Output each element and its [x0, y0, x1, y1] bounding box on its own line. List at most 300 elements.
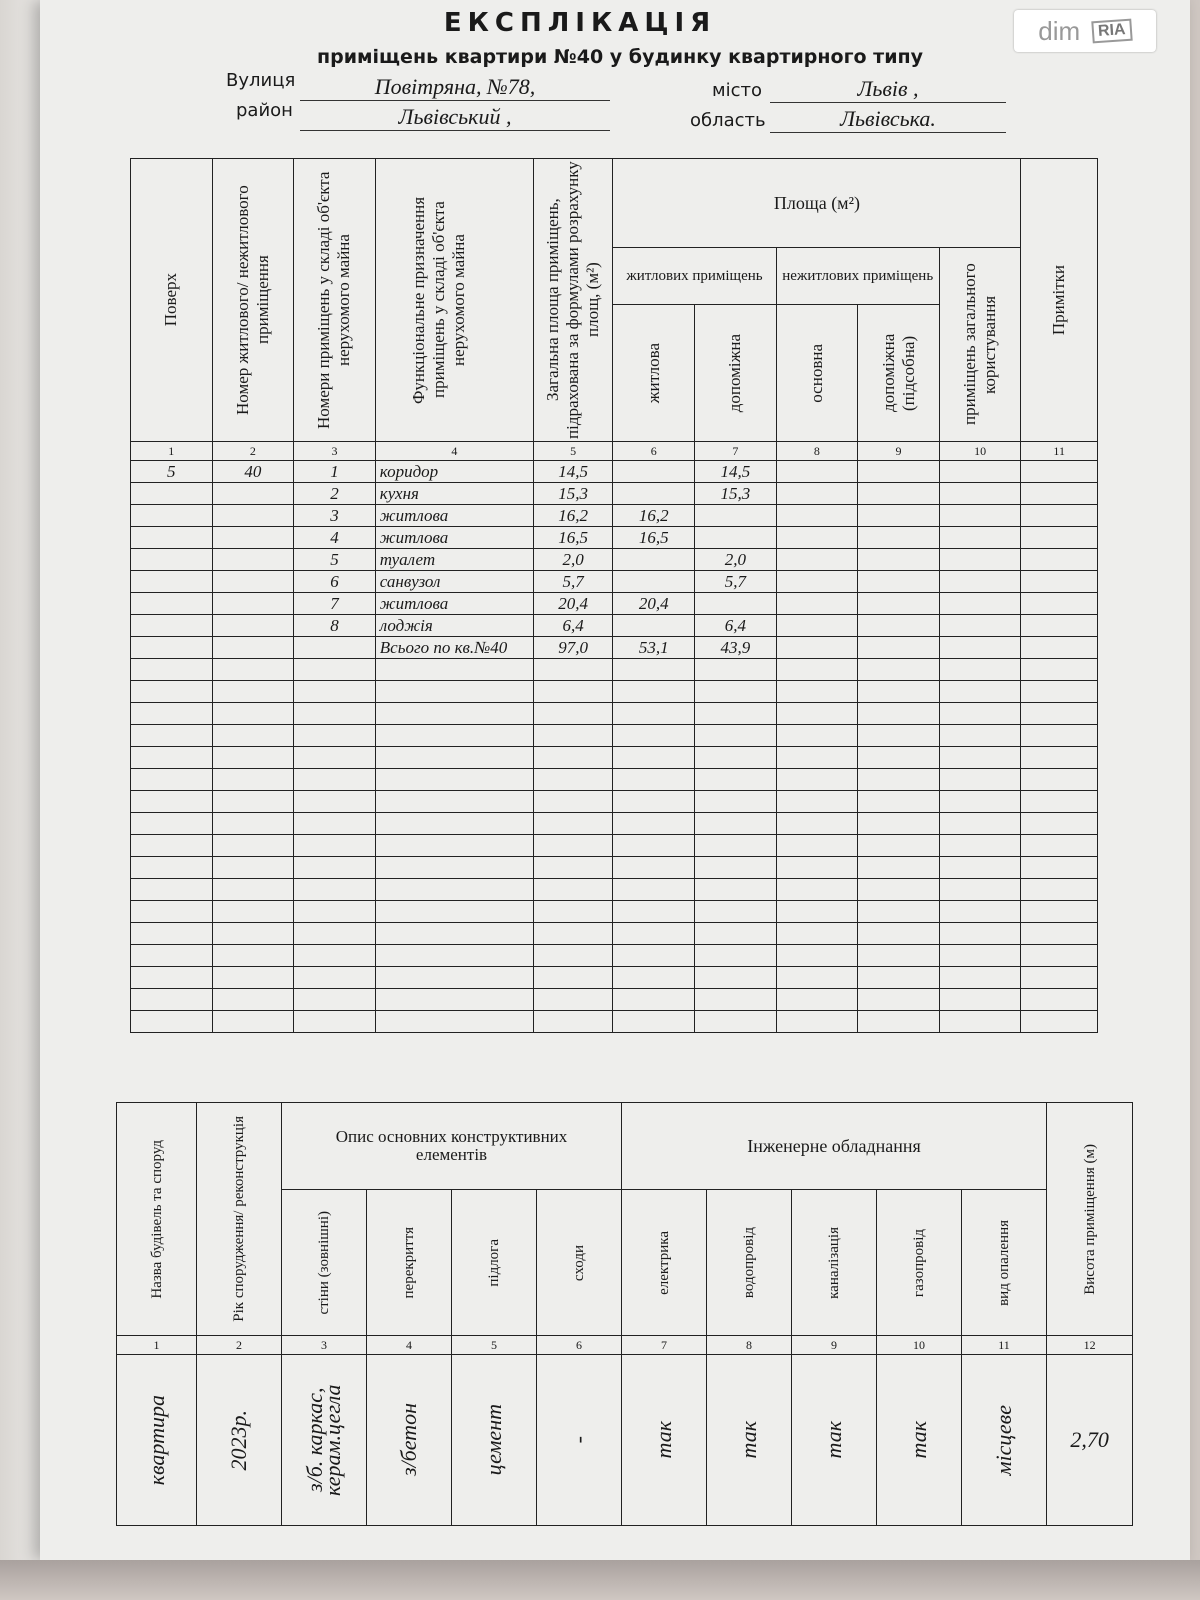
cell-empty	[939, 747, 1021, 769]
cell-empty	[858, 549, 940, 571]
empty-row	[131, 989, 1098, 1011]
cell-total: 20,4	[533, 593, 613, 615]
cell-empty	[533, 659, 613, 681]
header-common-use: приміщень загального користування	[960, 263, 1000, 426]
cell-premise	[212, 505, 294, 527]
col-number: 7	[622, 1336, 707, 1355]
cell-empty	[294, 1011, 376, 1033]
cell-empty	[613, 923, 695, 945]
logo-dim: dim	[1038, 15, 1081, 46]
cell-empty	[939, 835, 1021, 857]
col-number: 1	[117, 1336, 197, 1355]
cell-empty	[212, 945, 294, 967]
cell-empty	[212, 791, 294, 813]
logo-ria: RIA	[1091, 19, 1132, 44]
cell-empty	[776, 967, 858, 989]
value-sewer: так	[821, 1421, 847, 1459]
cell-empty	[533, 681, 613, 703]
cell-empty	[939, 725, 1021, 747]
cell-empty	[776, 483, 858, 505]
cell-func: житлова	[375, 527, 533, 549]
cell-empty	[1021, 989, 1098, 1011]
region-value: Львівська.	[770, 106, 1006, 133]
table-row	[131, 593, 1098, 615]
cell-empty	[131, 813, 213, 835]
cell-empty	[939, 549, 1021, 571]
cell-empty	[1021, 505, 1098, 527]
empty-row	[131, 835, 1098, 857]
cell-total: 97,0	[533, 637, 613, 659]
cell-empty	[533, 747, 613, 769]
cell-floor	[131, 593, 213, 615]
cell-empty	[294, 703, 376, 725]
cell-premise	[212, 637, 294, 659]
cell-empty	[939, 461, 1021, 483]
cell-floor	[131, 549, 213, 571]
cell-premise	[212, 593, 294, 615]
cell-empty	[858, 967, 940, 989]
cell-empty	[776, 703, 858, 725]
cell-empty	[375, 659, 533, 681]
header-gas: газопровід	[911, 1228, 928, 1297]
cell-empty	[131, 923, 213, 945]
col-number: 11	[1021, 442, 1098, 461]
empty-row	[131, 659, 1098, 681]
cell-total: 5,7	[533, 571, 613, 593]
cell-empty	[695, 813, 777, 835]
col-number: 3	[282, 1336, 367, 1355]
cell-empty	[695, 901, 777, 923]
cell-empty	[613, 879, 695, 901]
header-construct-group: Опис основних конструктивних елементів	[282, 1103, 622, 1190]
cell-empty	[939, 703, 1021, 725]
cell-empty	[858, 505, 940, 527]
cell-empty	[1021, 857, 1098, 879]
header-sewer: каналізація	[826, 1226, 843, 1299]
col-number: 9	[858, 442, 940, 461]
value-heating: місцеве	[991, 1404, 1017, 1476]
cell-empty	[375, 725, 533, 747]
cell-living	[613, 549, 695, 571]
header-notes: Примітки	[1049, 264, 1069, 336]
header-nonresidential-group: нежитлових приміщень	[776, 248, 939, 305]
cell-empty	[375, 857, 533, 879]
col-number: 4	[367, 1336, 452, 1355]
cell-empty	[375, 989, 533, 1011]
cell-empty	[533, 791, 613, 813]
cell-empty	[858, 769, 940, 791]
cell-empty	[294, 835, 376, 857]
cell-empty	[858, 593, 940, 615]
cell-empty	[613, 835, 695, 857]
col-number: 3	[294, 442, 376, 461]
construction-table	[116, 1102, 1133, 1526]
cell-empty	[858, 879, 940, 901]
document-title: ЕКСПЛІКАЦІЯ	[443, 8, 717, 38]
cell-empty	[776, 461, 858, 483]
cell-empty	[294, 857, 376, 879]
cell-empty	[212, 923, 294, 945]
table-row	[131, 461, 1098, 483]
cell-empty	[1021, 923, 1098, 945]
cell-empty	[776, 945, 858, 967]
header-premise-no: Номер житлового/ нежитлового приміщення	[232, 185, 272, 415]
cell-premise	[212, 549, 294, 571]
cell-empty	[294, 813, 376, 835]
header-living: житлова	[643, 342, 663, 404]
header-floors: перекриття	[401, 1226, 417, 1299]
cell-empty	[695, 769, 777, 791]
cell-no: 2	[294, 483, 376, 505]
cell-empty	[1021, 527, 1098, 549]
cell-empty	[858, 901, 940, 923]
empty-row	[131, 923, 1098, 945]
cell-empty	[212, 703, 294, 725]
cell-living	[613, 615, 695, 637]
cell-premise: 40	[212, 461, 294, 483]
cell-empty	[1021, 967, 1098, 989]
header-walls: стіни (зовнішні)	[316, 1210, 332, 1315]
cell-empty	[858, 681, 940, 703]
empty-row	[131, 813, 1098, 835]
cell-living: 53,1	[613, 637, 695, 659]
cell-empty	[776, 1011, 858, 1033]
cell-empty	[858, 923, 940, 945]
cell-empty	[131, 1011, 213, 1033]
cell-empty	[533, 835, 613, 857]
cell-aux: 5,7	[695, 571, 777, 593]
cell-empty	[533, 989, 613, 1011]
cell-aux	[695, 593, 777, 615]
cell-empty	[939, 527, 1021, 549]
cell-empty	[695, 967, 777, 989]
cell-empty	[858, 659, 940, 681]
cell-func: житлова	[375, 593, 533, 615]
district-value: Львівський ,	[300, 104, 610, 131]
cell-empty	[939, 989, 1021, 1011]
col-number: 7	[695, 442, 777, 461]
cell-empty	[939, 901, 1021, 923]
cell-floor	[131, 615, 213, 637]
cell-empty	[776, 659, 858, 681]
cell-empty	[212, 769, 294, 791]
cell-living	[613, 571, 695, 593]
empty-row	[131, 769, 1098, 791]
header-room-no: Номери приміщень у складі об'єкта нерухомого майна	[314, 171, 354, 429]
cell-empty	[1021, 571, 1098, 593]
cell-empty	[939, 769, 1021, 791]
cell-empty	[131, 901, 213, 923]
cell-empty	[776, 725, 858, 747]
cell-empty	[776, 637, 858, 659]
cell-living: 16,5	[613, 527, 695, 549]
cell-empty	[776, 571, 858, 593]
cell-empty	[776, 747, 858, 769]
header-building-name: Назва будівель та споруд	[148, 1139, 165, 1299]
cell-empty	[858, 703, 940, 725]
cell-empty	[613, 769, 695, 791]
cell-empty	[776, 527, 858, 549]
cell-empty	[858, 461, 940, 483]
header-auxiliary: допоміжна	[725, 333, 745, 413]
cell-empty	[294, 901, 376, 923]
cell-empty	[212, 659, 294, 681]
cell-empty	[858, 791, 940, 813]
cell-empty	[1021, 813, 1098, 835]
cell-empty	[533, 725, 613, 747]
cell-empty	[375, 1011, 533, 1033]
cell-empty	[375, 901, 533, 923]
value-gas: так	[906, 1421, 932, 1459]
cell-empty	[858, 527, 940, 549]
cell-empty	[375, 879, 533, 901]
cell-empty	[533, 1011, 613, 1033]
cell-empty	[695, 1011, 777, 1033]
cell-empty	[939, 923, 1021, 945]
cell-empty	[1021, 945, 1098, 967]
col-number: 11	[962, 1336, 1047, 1355]
cell-aux: 6,4	[695, 615, 777, 637]
header-height: Висота приміщення (м)	[1081, 1143, 1098, 1295]
cell-empty	[613, 945, 695, 967]
cell-empty	[131, 681, 213, 703]
cell-empty	[533, 945, 613, 967]
cell-empty	[939, 879, 1021, 901]
table-row	[131, 637, 1098, 659]
cell-empty	[776, 769, 858, 791]
cell-empty	[1021, 725, 1098, 747]
cell-empty	[613, 703, 695, 725]
table-row	[131, 483, 1098, 505]
cell-empty	[613, 725, 695, 747]
cell-aux: 14,5	[695, 461, 777, 483]
cell-empty	[1021, 461, 1098, 483]
col-number: 9	[792, 1336, 877, 1355]
empty-row	[131, 681, 1098, 703]
cell-empty	[375, 747, 533, 769]
background-surface	[0, 1560, 1200, 1600]
cell-aux	[695, 505, 777, 527]
cell-empty	[939, 505, 1021, 527]
cell-empty	[776, 615, 858, 637]
cell-empty	[375, 769, 533, 791]
cell-empty	[212, 901, 294, 923]
cell-empty	[1021, 835, 1098, 857]
cell-premise	[212, 615, 294, 637]
cell-empty	[613, 857, 695, 879]
cell-empty	[212, 835, 294, 857]
empty-row	[131, 945, 1098, 967]
header-area-group: Площа (м²)	[613, 159, 1021, 248]
table-row	[131, 549, 1098, 571]
cell-empty	[776, 879, 858, 901]
cell-empty	[858, 725, 940, 747]
cell-empty	[1021, 637, 1098, 659]
cell-aux: 2,0	[695, 549, 777, 571]
cell-empty	[695, 857, 777, 879]
cell-empty	[294, 769, 376, 791]
header-total-area: Загальна площа приміщень, підрахована за формулами розрахунку площ, (м²)	[543, 161, 603, 439]
cell-empty	[131, 659, 213, 681]
cell-no: 1	[294, 461, 376, 483]
table-row	[131, 505, 1098, 527]
cell-empty	[533, 813, 613, 835]
cell-empty	[131, 791, 213, 813]
cell-empty	[294, 989, 376, 1011]
empty-row	[131, 857, 1098, 879]
cell-empty	[294, 879, 376, 901]
cell-empty	[776, 923, 858, 945]
table-row	[131, 571, 1098, 593]
cell-empty	[294, 791, 376, 813]
cell-no: 8	[294, 615, 376, 637]
cell-empty	[294, 923, 376, 945]
cell-empty	[1021, 879, 1098, 901]
cell-floor	[131, 527, 213, 549]
cell-empty	[776, 989, 858, 1011]
header-water: водопровід	[741, 1227, 758, 1299]
col-number: 1	[131, 442, 213, 461]
cell-floor	[131, 505, 213, 527]
cell-empty	[1021, 659, 1098, 681]
cell-living: 20,4	[613, 593, 695, 615]
header-flooring: підлога	[486, 1238, 502, 1287]
cell-empty	[776, 901, 858, 923]
value-building-name: квартира	[143, 1394, 169, 1486]
cell-empty	[1021, 703, 1098, 725]
cell-empty	[858, 1011, 940, 1033]
cell-empty	[695, 989, 777, 1011]
col-number: 5	[452, 1336, 537, 1355]
cell-empty	[858, 637, 940, 659]
cell-empty	[613, 791, 695, 813]
cell-empty	[939, 571, 1021, 593]
cell-no: 5	[294, 549, 376, 571]
value-height: 2,70	[1047, 1355, 1133, 1526]
cell-empty	[939, 967, 1021, 989]
cell-empty	[939, 857, 1021, 879]
col-number: 6	[613, 442, 695, 461]
header-year: Рік спорудження/ реконструкція	[231, 1116, 247, 1322]
cell-empty	[1021, 483, 1098, 505]
cell-empty	[613, 659, 695, 681]
cell-empty	[1021, 681, 1098, 703]
cell-empty	[858, 813, 940, 835]
cell-empty	[212, 989, 294, 1011]
cell-empty	[776, 835, 858, 857]
header-engineering-group: Інженерне обладнання	[622, 1103, 1047, 1190]
value-stairs: -	[566, 1436, 591, 1444]
cell-empty	[131, 879, 213, 901]
background-edge	[0, 0, 40, 1600]
district-label: район	[236, 100, 293, 121]
cell-empty	[613, 747, 695, 769]
cell-empty	[858, 483, 940, 505]
cell-empty	[695, 879, 777, 901]
cell-total: 15,3	[533, 483, 613, 505]
cell-empty	[212, 725, 294, 747]
cell-empty	[695, 703, 777, 725]
cell-floor	[131, 637, 213, 659]
value-floors: з/бетон	[396, 1403, 421, 1477]
cell-living: 16,2	[613, 505, 695, 527]
cell-living	[613, 483, 695, 505]
cell-total: 16,5	[533, 527, 613, 549]
cell-func: санвузол	[375, 571, 533, 593]
cell-empty	[858, 571, 940, 593]
table-body	[131, 461, 1098, 1033]
cell-total: 14,5	[533, 461, 613, 483]
cell-empty	[533, 879, 613, 901]
cell-empty	[131, 989, 213, 1011]
cell-empty	[375, 923, 533, 945]
col-number: 4	[375, 442, 533, 461]
cell-empty	[695, 725, 777, 747]
cell-empty	[212, 857, 294, 879]
cell-empty	[695, 945, 777, 967]
cell-empty	[131, 703, 213, 725]
value-water: так	[736, 1421, 762, 1459]
cell-empty	[131, 769, 213, 791]
cell-aux	[695, 527, 777, 549]
empty-row	[131, 967, 1098, 989]
cell-empty	[294, 659, 376, 681]
cell-no: 3	[294, 505, 376, 527]
cell-func: туалет	[375, 549, 533, 571]
cell-empty	[858, 945, 940, 967]
cell-empty	[695, 681, 777, 703]
cell-empty	[1021, 791, 1098, 813]
cell-empty	[375, 703, 533, 725]
street-value: Повітряна, №78,	[300, 74, 610, 101]
cell-living	[613, 461, 695, 483]
cell-empty	[1021, 593, 1098, 615]
cell-empty	[131, 945, 213, 967]
cell-empty	[131, 857, 213, 879]
cell-empty	[533, 967, 613, 989]
cell-empty	[1021, 747, 1098, 769]
cell-empty	[858, 747, 940, 769]
header-heating: вид опалення	[996, 1219, 1013, 1306]
col-number: 8	[776, 442, 858, 461]
table-row	[131, 527, 1098, 549]
cell-empty	[939, 637, 1021, 659]
cell-floor: 5	[131, 461, 213, 483]
cell-empty	[613, 681, 695, 703]
cell-func: кухня	[375, 483, 533, 505]
cell-empty	[212, 967, 294, 989]
cell-empty	[131, 747, 213, 769]
header-electric: електрика	[656, 1230, 673, 1295]
cell-empty	[1021, 769, 1098, 791]
cell-empty	[294, 681, 376, 703]
city-label: місто	[712, 80, 762, 101]
cell-empty	[939, 659, 1021, 681]
watermark-logo	[1014, 10, 1156, 52]
cell-empty	[1021, 549, 1098, 571]
cell-empty	[1021, 901, 1098, 923]
col-number: 5	[533, 442, 613, 461]
cell-func: лоджія	[375, 615, 533, 637]
header-stairs: сходи	[571, 1244, 587, 1281]
cell-empty	[776, 593, 858, 615]
cell-empty	[131, 725, 213, 747]
cell-empty	[212, 747, 294, 769]
col-number: 10	[939, 442, 1021, 461]
value-electric: так	[651, 1421, 677, 1459]
cell-empty	[858, 857, 940, 879]
header-function: Функціональне призначення приміщень у складі об'єкта нерухомого майна	[409, 196, 469, 404]
